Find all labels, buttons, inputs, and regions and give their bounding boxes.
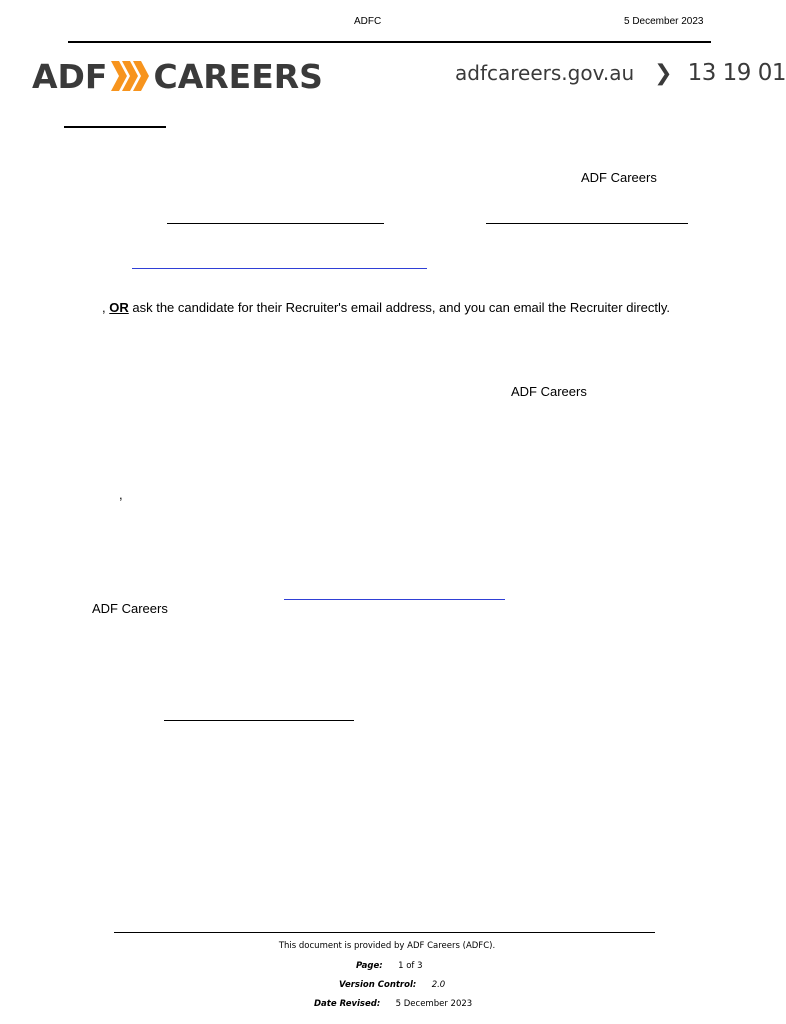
footer-provided-by: This document is provided by ADF Careers (ADFC). (278, 941, 496, 951)
header-rule (68, 41, 711, 43)
phone-number: 13 19 01 (687, 60, 786, 86)
email-link-2[interactable] (284, 599, 505, 600)
website-text: adfcareers.gov.au (455, 61, 635, 85)
header-date: 5 December 2023 (624, 16, 704, 27)
logo-text-careers: CAREERS (153, 56, 323, 96)
footer-revised-label: Date Revised: (314, 999, 381, 1009)
footer-version-label: Version Control: (339, 980, 417, 990)
blank-field-2[interactable] (486, 223, 688, 224)
header-org: ADFC (354, 16, 382, 27)
blank-field-1[interactable] (167, 223, 384, 224)
email-link-1[interactable] (132, 268, 427, 269)
footer-version-row (339, 980, 445, 990)
or-sentence-prefix: , (102, 300, 106, 315)
footer-page-row (356, 961, 423, 971)
logo-text-adf: ADF (32, 56, 108, 96)
stray-comma: , (119, 487, 123, 502)
chevrons-icon (111, 61, 149, 91)
contact-block (455, 60, 786, 86)
chevron-right-icon: ❯ (654, 60, 673, 86)
footer-rule (114, 932, 655, 933)
title-underline (64, 126, 166, 128)
or-word: OR (109, 300, 129, 315)
footer-version-value: 2.0 (431, 980, 446, 990)
or-sentence (102, 300, 670, 315)
adf-careers-text-1: ADF Careers (581, 170, 657, 185)
or-sentence-rest: ask the candidate for their Recruiter's email address, and you can email the Recruiter directly. (132, 300, 671, 315)
adf-careers-text-2: ADF Careers (511, 384, 587, 399)
footer-revised-row (314, 999, 472, 1009)
adf-careers-text-3: ADF Careers (92, 601, 168, 616)
blank-field-3[interactable] (164, 720, 354, 721)
footer-revised-value: 5 December 2023 (395, 999, 473, 1009)
footer-page-label: Page: (356, 961, 383, 971)
adf-careers-logo (32, 56, 323, 96)
footer-page-value: 1 of 3 (398, 961, 423, 971)
